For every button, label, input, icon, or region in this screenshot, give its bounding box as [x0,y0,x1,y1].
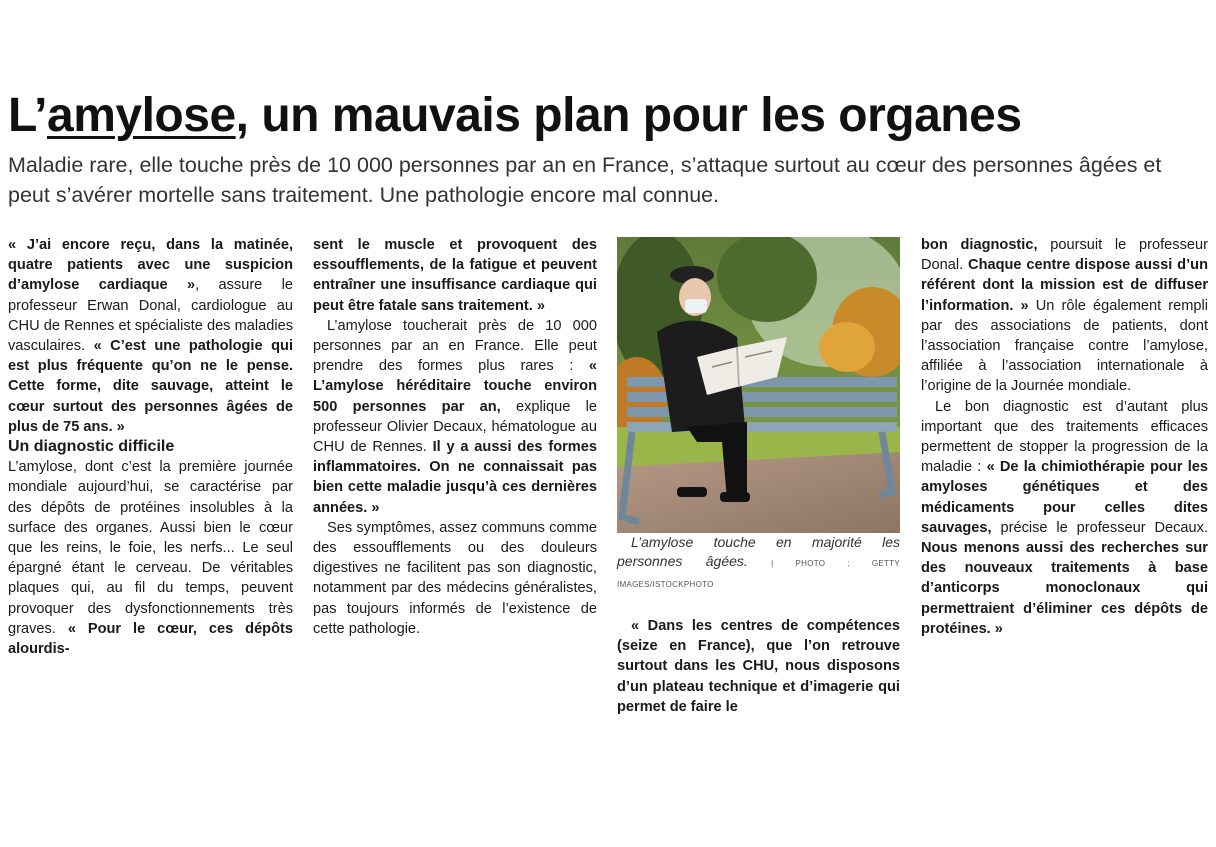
quote: « J’ai encore reçu, dans la matinée, quatre patients avec une suspicion d’amylose cardiaque » [8,237,293,294]
text: Le bon diagnostic est d’autant plus important que des traitements efficaces permettent de stopper la progression de la maladie : [921,398,1208,476]
section-heading: Un diagnostic difficile [8,438,175,456]
quote: « De la chimiothérapie pour les amyloses génétiques et des médicaments pour celles dites sauvages, [921,459,1208,536]
title-pre: L’ [8,89,48,142]
quote: Chaque centre dispose aussi d’un référent dont la mission est de diffuser l’information. » [921,257,1208,314]
caption-text: L’amylose touche en majorité les personnes âgées. [617,534,900,569]
quote: Nous menons aussi des recherches sur des nouveaux traitements à base d’anticorps monoclonaux qui permettraient d’éliminer ces dépôts de protéines. » [921,540,1208,637]
paragraph [313,518,597,639]
spacer [617,594,900,616]
text: L’amylose toucherait près de 10 000 personnes par an en France. Elle peut prendre des formes plus rares : [313,317,597,375]
text: précise le professeur Decaux. [991,519,1208,536]
quote: Il y a aussi des formes inflammatoires. On ne connaissait pas bien cette maladie jusqu’à ces dernières années. » [313,439,597,516]
quote: « L’amylose héréditaire touche environ 500 personnes par an, [313,358,597,415]
paragraph [921,397,1208,639]
paragraph [313,235,597,316]
quote: « C’est une pathologie qui est plus fréquente qu’on ne le pense. Cette forme, dite sauvage, atteint le cœur surtout des personnes âgées de plus de 75 ans. » [8,338,293,435]
quote: sent le muscle et provoquent des essoufflements, de la fatigue et peuvent entraîner une insuffisance cardiaque qui peut être fatale sans traitement. » [313,237,597,314]
article-title [8,86,1022,146]
quote: « Pour le cœur, ces dépôts alourdis- [8,620,293,658]
text: , assure le professeur Erwan Donal, cardiologue au CHU de Rennes et spécialiste des maladies vasculaires. [8,277,293,355]
paragraph [8,457,293,659]
column-4 [921,235,1208,639]
text: Un rôle également rempli par des associations de patients, dont l’association française contre l’amylose, affiliée à l’association internationale à l’origine de la Journée mondiale. [921,297,1208,395]
photo-credit: | PHOTO : GETTY IMAGES/ISTOCKPHOTO [617,559,901,589]
text: explique le professeur Olivier Decaux, hématologue au CHU de Rennes. [313,398,597,456]
photo-elderly-man-on-bench [617,237,900,533]
article-subtitle: Maladie rare, elle touche près de 10 000 personnes par an en France, s’attaque surtout au cœur des personnes âgées et peut s’avérer mortelle sans traitement. Une pathologie encore mal connue. [8,153,1162,207]
title-underlined-word: amylose [47,89,236,142]
paragraph [617,616,900,717]
title-post: , un mauvais plan pour les organes [235,89,1022,142]
column-1 [8,235,293,659]
column-2 [313,235,597,639]
text: poursuit le professeur Donal. [921,237,1208,274]
paragraph [313,316,597,518]
quote: bon diagnostic, [921,237,1038,253]
quote: « Dans les centres de compétences (seize en France), que l’on retrouve surtout dans les CHU, nous disposons d’un plateau technique et d’imagerie qui permet de faire le [617,618,900,715]
paragraph [921,235,1208,397]
text: L’amylose, dont c’est la première journée mondiale aujourd’hui, se caractérise par des dépôts de protéines insolubles à la surface des organes. Aussi bien le cœur que les reins, le foie, les nerfs... Le seul épargné étant le cerveau. De véritables plaques qui, au fil du temps, peuvent provoquer des dysfonctionnements très graves. [8,459,293,637]
column-3 [617,235,900,717]
photo-caption [617,533,900,594]
paragraph [8,235,293,437]
text: Ses symptômes, assez communs comme des essoufflements ou des douleurs digestives ne facilitent pas son diagnostic, notamment par des médecins généralistes, pas toujours informés de l’existence de cette pathologie. [313,519,597,637]
